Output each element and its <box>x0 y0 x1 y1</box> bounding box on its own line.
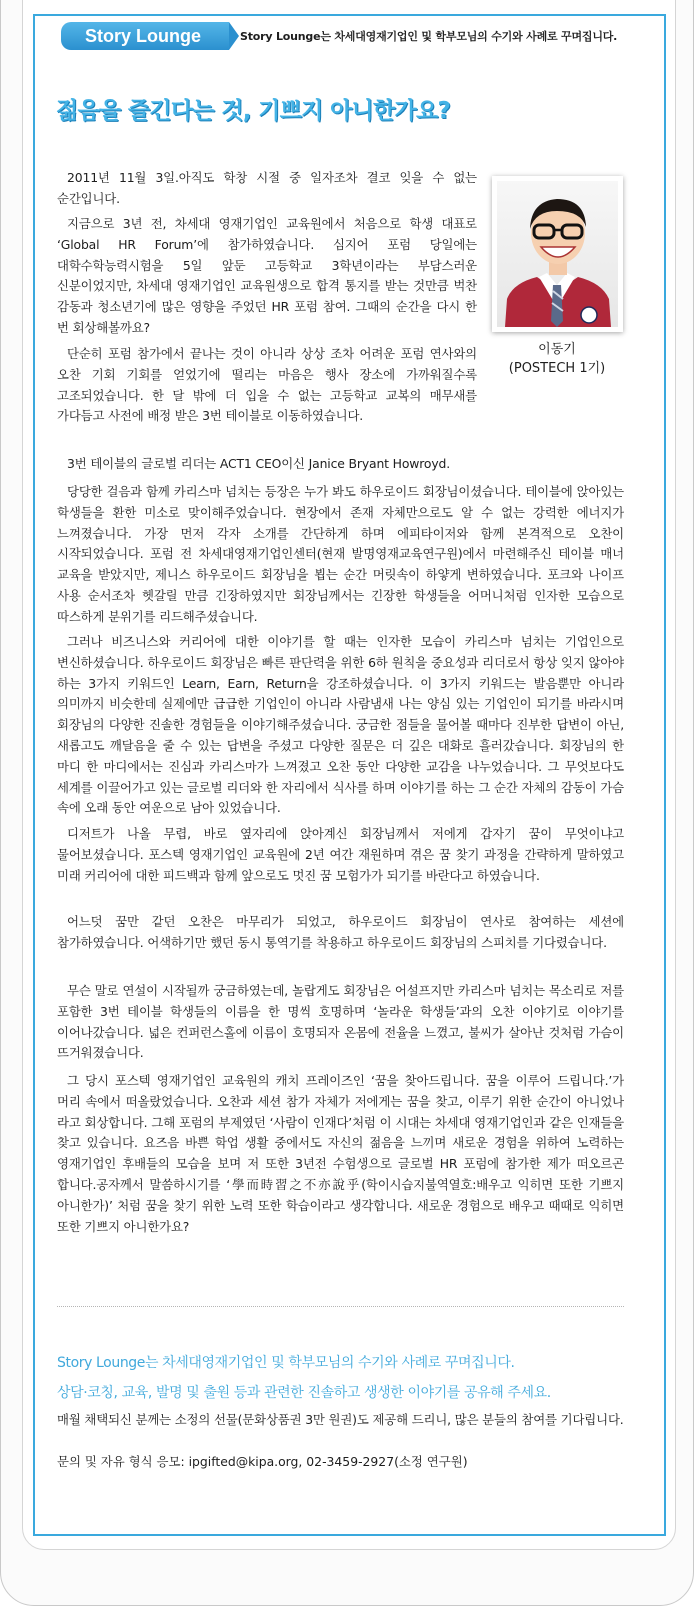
paragraph: 그러나 비즈니스와 커리어에 대한 이야기를 할 때는 인자한 모습이 카리스마 넘치는 기업인으로 변신하셨습니다. 하우로이드 회장님은 빠른 판단력을 위한 6하 원칙을 중요성과 리더로서 항상 잊지 않아야 하는 3가지 키워드인 Learn, Earn, Return을 강조하셨습니다. 이 3가지 키워드는 발음뿐만 아니라 의미까지 비슷한데 실제에만 급급한 기업인이 아니라 사람냄새 나는 양심 있는 기업인이 되기를 바라시며 회장님의 다양한 진솔한 경험들을 이야기해주셨습니다. 궁금한 점들을 물어볼 때마다 진부한 답변이 아닌, 새롭고도 깨달음을 줄 수 있는 답변을 주셨고 다양한 질문은 더 깊은 대화로 흘러갔습니다. 회장님의 한 마디 한 마디에서는 진심과 카리스마가 느껴졌고 오찬 동안 다양한 교감을 나누었습니다. 그 무엇보다도 세계를 이끌어가고 있는 글로벌 리더와 한 자리에서 식사를 하며 이야기를 하는 그 순간 자체의 감동이 가슴 속에 오래 동안 여운으로 남아 있었습니다. <box>57 634 624 816</box>
paragraph: 3번 테이블의 글로벌 리더는 ACT1 CEO이신 Janice Bryant Howroyd. <box>67 456 451 471</box>
paragraph: 디저트가 나올 무렵, 바로 옆자리에 앉아계신 회장님께서 저에게 갑자기 꿈이 무엇이냐고 물어보셨습니다. 포스텍 영재기업인 교육원에 2년 여간 재원하며 겪은 꿈 찾기 과정을 간략하게 말하였고 미래 커리어에 대한 피드백과 함께 앞으로도 멋진 꿈 모험가가 되기를 바란다고 하였습니다. <box>57 826 624 883</box>
footer-note: 매월 채택되신 분께는 소정의 선물(문화상품권 3만 원권)도 제공해 드리니, 많은 분들의 참여를 기다립니다. <box>57 1412 624 1427</box>
paragraph: 2011년 11월 3일.아직도 학창 시절 중 일자조차 결코 잊을 수 없는 순간입니다. <box>57 170 477 206</box>
author-caption <box>478 340 636 378</box>
paragraph: 당당한 걸음과 함께 카리스마 넘치는 등장은 누가 봐도 하우로이드 회장님이셨습니다. 테이블에 앉아있는 학생들을 환한 미소로 맞이해주었습니다. 현장에서 존재 자체만으로도 알 수 없는 강력한 에너지가 느껴졌습니다. 가장 먼저 각자 소개를 간단하게 하며 에피타이저와 함께 본격적으로 오찬이 시작되었습니다. 포럼 전 차세대영재기업인센터(현재 발명영재교육연구원)에서 마련해주신 테이블 매너 교육을 받았지만, 제니스 하우로이드 회장님을 뵙는 순간 머릿속이 하얗게 변하였습니다. 포크와 나이프 사용 순서조차 헷갈릴 만큼 긴장하였지만 회장님께서는 긴장한 학생들을 어머니처럼 인자한 모습으로 따스하게 분위기를 리드해주셨습니다. <box>57 484 624 624</box>
paragraph: 어느덧 꿈만 같던 오찬은 마무리가 되었고, 하우로이드 회장님이 연사로 참여하는 세션에 참가하였습니다. 어색하기만 했던 동시 통역기를 착용하고 하우로이드 회장님의 스피치를 기다렸습니다. <box>57 914 624 950</box>
section-tab: Story Lounge <box>61 22 229 50</box>
author-affiliation: (POSTECH 1기) <box>508 361 606 376</box>
paragraph: 무슨 말로 연설이 시작될까 궁금하였는데, 놀랍게도 회장님은 어설프지만 카리스마 넘치는 목소리로 저를 포함한 3번 테이블 학생들의 이름을 한 명씩 호명하며 ‘놀라운 학생들’과의 오찬 이야기로 이야기를 이어나갔습니다. 넓은 컨퍼런스홀에 이름이 호명되자 온몸에 전율을 느꼈고, 불씨가 살아난 것처럼 가슴이 뜨거워졌습니다. <box>57 983 624 1061</box>
section-subtitle: Story Lounge는 차세대영재기업인 및 학부모님의 수기와 사례로 꾸며집니다. <box>240 30 618 43</box>
article-headline: 젊음을 즐긴다는 것, 기쁘지 아니한가요? <box>56 98 451 124</box>
paragraph: 단순히 포럼 참가에서 끝나는 것이 아니라 상상 조차 어려운 포럼 연사와의 오찬 기회 기회를 얻었기에 떨리는 마음은 행사 장소에 가까워질수록 고조되었습니다. 한 달 밖에 더 입을 수 없는 고등학교 교복의 매무새를 가다듬고 사전에 배정 받은 3번 테이블로 이동하였습니다. <box>57 346 477 424</box>
footer-contact: 문의 및 자유 형식 응모: ipgifted@kipa.org, 02-3459-2927(소정 연구원) <box>57 1454 468 1469</box>
paragraph: 그 당시 포스텍 영재기업인 교육원의 캐치 프레이즈인 ‘꿈을 찾아드립니다. 꿈을 이루어 드립니다.’가 머리 속에서 떠올랐었습니다. 오찬과 세션 참가 자체가 저에게는 꿈을 찾고, 이루기 위한 순간이 아니었나 라고 회상합니다. 그해 포럼의 부제였던 ‘사람이 인재다’처럼 이 시대는 차세대 영재기업인과 같은 인재들을 찾고 있습니다. 요즈음 바쁜 학업 생활 중에서도 자신의 젊음을 느끼며 새로운 경험을 위하여 노력하는 영재기업인 후배들의 모습을 보며 저 또한 3년전 수험생으로 글로벌 HR 포럼에 참가한 제가 떠오르곤 합니다.공자께서 말씀하시기를 ‘學而時習之不亦說乎(학이시습지불역열호:배우고 익히면 또한 기쁘지 아니한가)’ 처럼 꿈을 찾기 위한 노력 또한 학습이라고 생각합니다. 새로운 경험으로 배우고 때때로 익히면 또한 기쁘지 아니한가요? <box>57 1073 624 1234</box>
divider <box>57 1306 624 1307</box>
paragraph: 지금으로 3년 전, 차세대 영재기업인 교육원에서 처음으로 학생 대표로 ‘Global HR Forum’에 참가하였습니다. 심지어 포럼 당일에는 대학수학능력시험을 5일 앞둔 고등학교 3학년이라는 부담스러운 신분이었지만, 차세대 영재기업인 교육원생으로 합격 통지를 받는 것만큼 벅찬 감동과 청소년기에 많은 영향을 주었던 HR 포럼 참여. 그때의 순간을 다시 한 번 회상해볼까요? <box>57 216 477 335</box>
footer-line-2: 상담·코칭, 교육, 발명 및 출원 등과 관련한 진솔하고 생생한 이야기를 공유해 주세요. <box>57 1385 551 1401</box>
footer-line-1: Story Lounge는 차세대영재기업인 및 학부모님의 수기와 사례로 꾸며집니다. <box>57 1355 515 1371</box>
author-photo <box>492 176 623 332</box>
portrait-image <box>497 181 618 327</box>
author-name: 이동기 <box>538 342 576 357</box>
